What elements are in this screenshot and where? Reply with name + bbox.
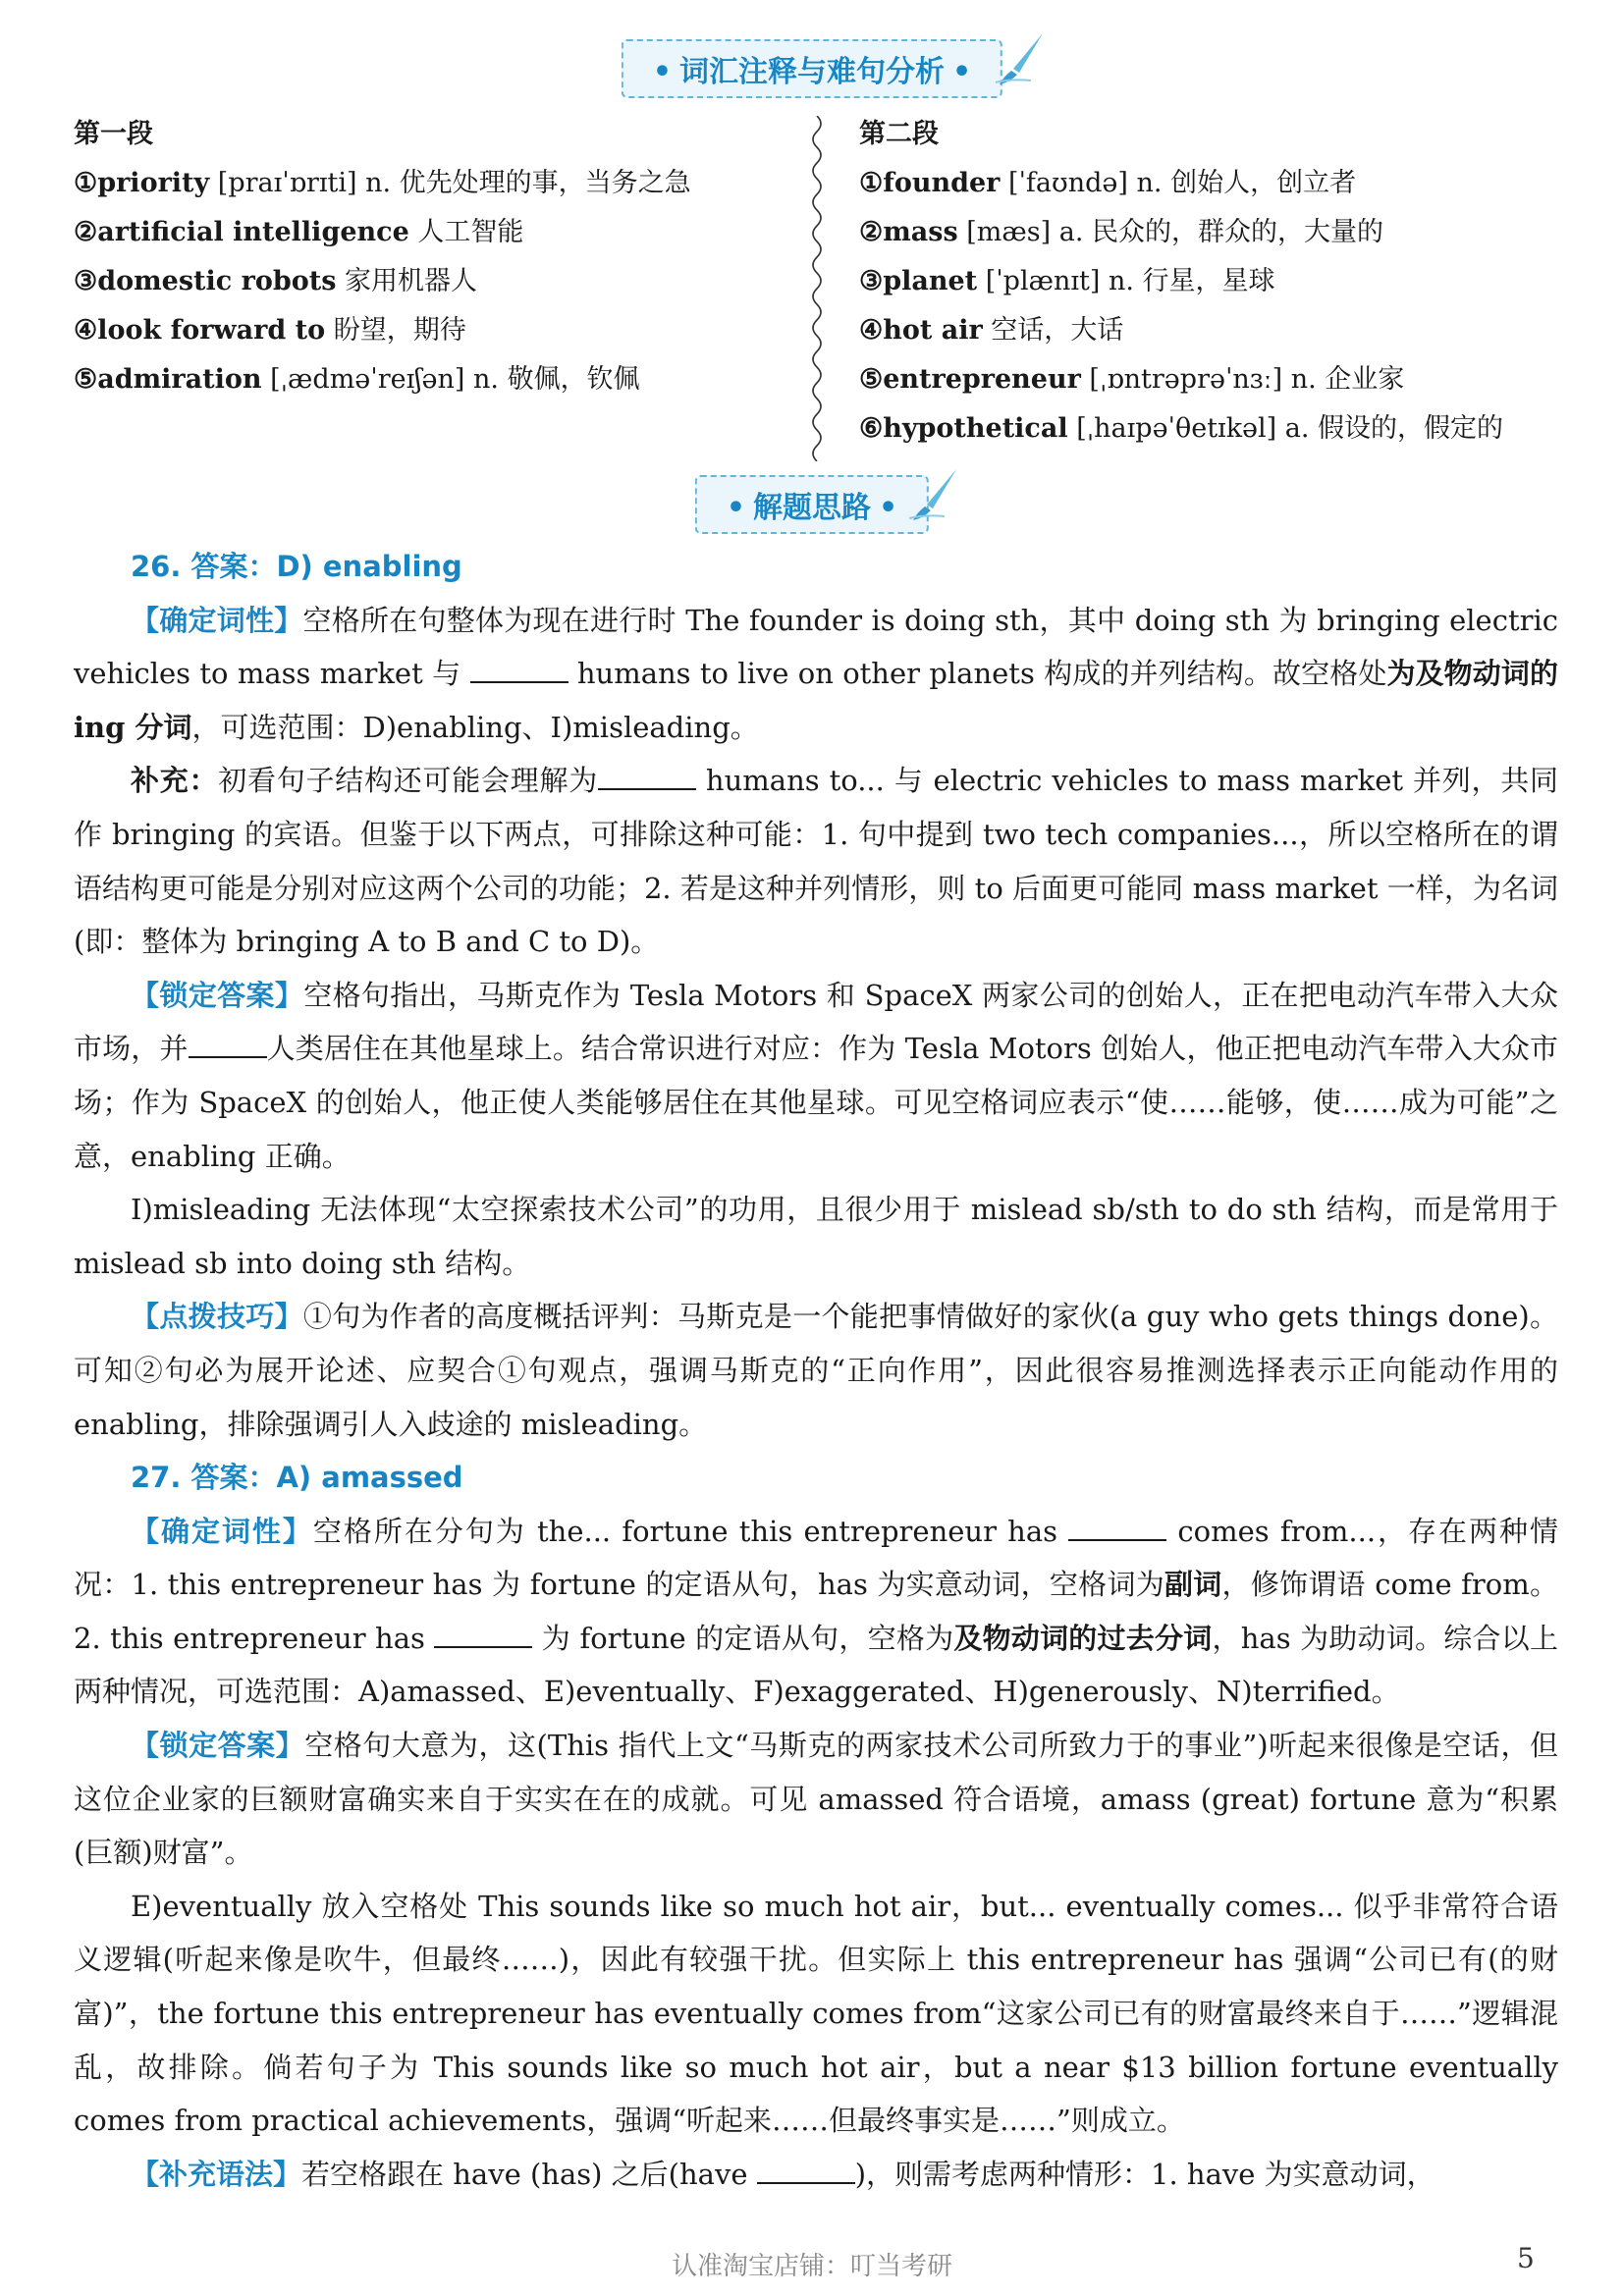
vocab-item: ④look forward to 盼望，期待	[74, 315, 466, 346]
shop-footer: 认准淘宝店铺：叮当考研	[671, 2252, 952, 2281]
solution-section-title: 解题思路	[753, 491, 871, 525]
brush-icon	[992, 29, 1051, 88]
vocab-paragraph-1	[74, 110, 800, 404]
q27-paragraph: 【锁定答案】空格句大意为，这(This 指代上文“马斯克的两家技术公司所致力于的事业”)听起来很像是空话，但这位企业家的巨额财富确实来自于实实在在的成就。可见 amassed 符合语境，amass (great) fortune 意为“积累(巨额)财富”。	[74, 1729, 1558, 1870]
vocab-item: ②mass [mæs] a. 民众的，群众的，大量的	[859, 217, 1384, 247]
q27-paragraph: 【补充语法】若空格跟在 have (has) 之后(have )，则需考虑两种情形：1. have 为实意动词，	[131, 2157, 1435, 2191]
q26-paragraph: 【确定词性】空格所在句整体为现在进行时 The founder is doing sth，其中 doing sth 为 bringing electric vehicles to mass market 与 humans to live on other planets 构成的并列结构。故空格处为及物动词的 ing 分词，可选范围：D)enabling、I)misleading。	[74, 603, 1558, 744]
answer-blank	[1068, 1514, 1166, 1541]
vocab-item: ③domestic robots 家用机器人	[74, 266, 477, 296]
answer-blank	[598, 763, 696, 790]
vocab-item: ⑥hypothetical [ˌhaɪpəˈθetɪkəl] a. 假设的，假定的	[859, 413, 1504, 444]
answer-blank	[189, 1031, 267, 1058]
brush-icon	[905, 465, 964, 524]
solution-body	[74, 540, 1558, 2201]
answer-blank	[434, 1621, 532, 1648]
vocab-item: ③planet [ˈplænɪt] n. 行星，星球	[859, 266, 1275, 296]
solution-section-banner: • 解题思路 •	[695, 475, 929, 534]
vocab-paragraph-2	[859, 110, 1586, 454]
vocab-item: ②artificial intelligence 人工智能	[74, 217, 524, 247]
vocab-item: ⑤admiration [ˌædməˈreɪʃən] n. 敬佩，钦佩	[74, 364, 640, 395]
vocab-item: ①priority [praɪˈɒrɪti] n. 优先处理的事，当务之急	[74, 168, 691, 198]
answer-blank	[757, 2157, 855, 2184]
q26-heading: 26. 答案：D) enabling	[131, 550, 462, 583]
q26-paragraph: 补充：初看句子结构还可能会理解为 humans to... 与 electric vehicles to mass market 并列，共同作 bringing 的宾语。但鉴于以下两点，可排除这种可能：1. 句中提到 two tech companies...，所以空格所在的谓语结构更可能是分别对应这两个公司的功能；2. 若是这种并列情形，则 to 后面更可能同 mass market 一样，为名词(即：整体为 bringing A to B and C to D)。	[74, 764, 1558, 959]
q27-paragraph: E)eventually 放入空格处 This sounds like so much hot air，but... eventually comes... 似乎非常符合语义逻辑(听起来像是吹牛，但最终……)，因此有较强干扰。但实际上 this entrepreneur has 强调“公司已有(的财富)”，the fortune this entrepreneur has eventually comes from“这家公司已有的财富最终来自于……”逻辑混乱，故排除。倘若句子为 This sounds like so much hot air，but a near $13 billion fortune eventually comes from practical achievements，强调“听起来……但最终事实是……”则成立。	[74, 1889, 1558, 2138]
q27-heading: 27. 答案：A) amassed	[131, 1461, 463, 1495]
wavy-divider	[807, 116, 827, 461]
answer-blank	[470, 656, 568, 683]
q27-paragraph: 【确定词性】空格所在分句为 the... fortune this entrepreneur has comes from...，存在两种情况：1. this entrepreneur has 为 fortune 的定语从句，has 为实意动词，空格词为副词，修饰谓语 come from。2. this entrepreneur has 为 fortune 的定语从句，空格为及物动词的过去分词，has 为助动词。综合以上两种情况，可选范围：A)amassed、E)eventually、F)exaggerated、H)generously、N)terrified。	[74, 1514, 1558, 1709]
q26-paragraph: 【点拨技巧】①句为作者的高度概括评判：马斯克是一个能把事情做好的家伙(a guy who gets things done)。可知②句必为展开论述、应契合①句观点，强调马斯克的“正向作用”，因此很容易推测选择表示正向能动作用的 enabling，排除强调引人入歧途的 misleading。	[74, 1300, 1558, 1441]
vocab-item: ⑤entrepreneur [ˌɒntrəprəˈnɜː] n. 企业家	[859, 364, 1405, 395]
page-number: 5	[1517, 2242, 1535, 2274]
vocab-heading-1: 第一段	[74, 119, 153, 149]
vocab-section-title: 词汇注释与难句分析	[679, 55, 945, 89]
q26-paragraph: 【锁定答案】空格句指出，马斯克作为 Tesla Motors 和 SpaceX 两家公司的创始人，正在把电动汽车带入大众市场，并 人类居住在其他星球上。结合常识进行对应：作为 Tesla Motors 创始人，他正把电动汽车带入大众市场；作为 SpaceX 的创始人，他正使人类能够居住在其他星球。可见空格词应表示“使……能够，使……成为可能”之意，enabling 正确。	[74, 978, 1558, 1173]
q26-paragraph: I)misleading 无法体现“太空探索技术公司”的功用，且很少用于 mislead sb/sth to do sth 结构，而是常用于 mislead sb into doing sth 结构。	[74, 1193, 1558, 1280]
vocab-item: ④hot air 空话，大话	[859, 315, 1124, 346]
vocab-item: ①founder [ˈfaʊndə] n. 创始人，创立者	[859, 168, 1357, 198]
vocab-section-banner: • 词汇注释与难句分析 •	[622, 39, 1002, 98]
vocab-heading-2: 第二段	[859, 119, 939, 149]
